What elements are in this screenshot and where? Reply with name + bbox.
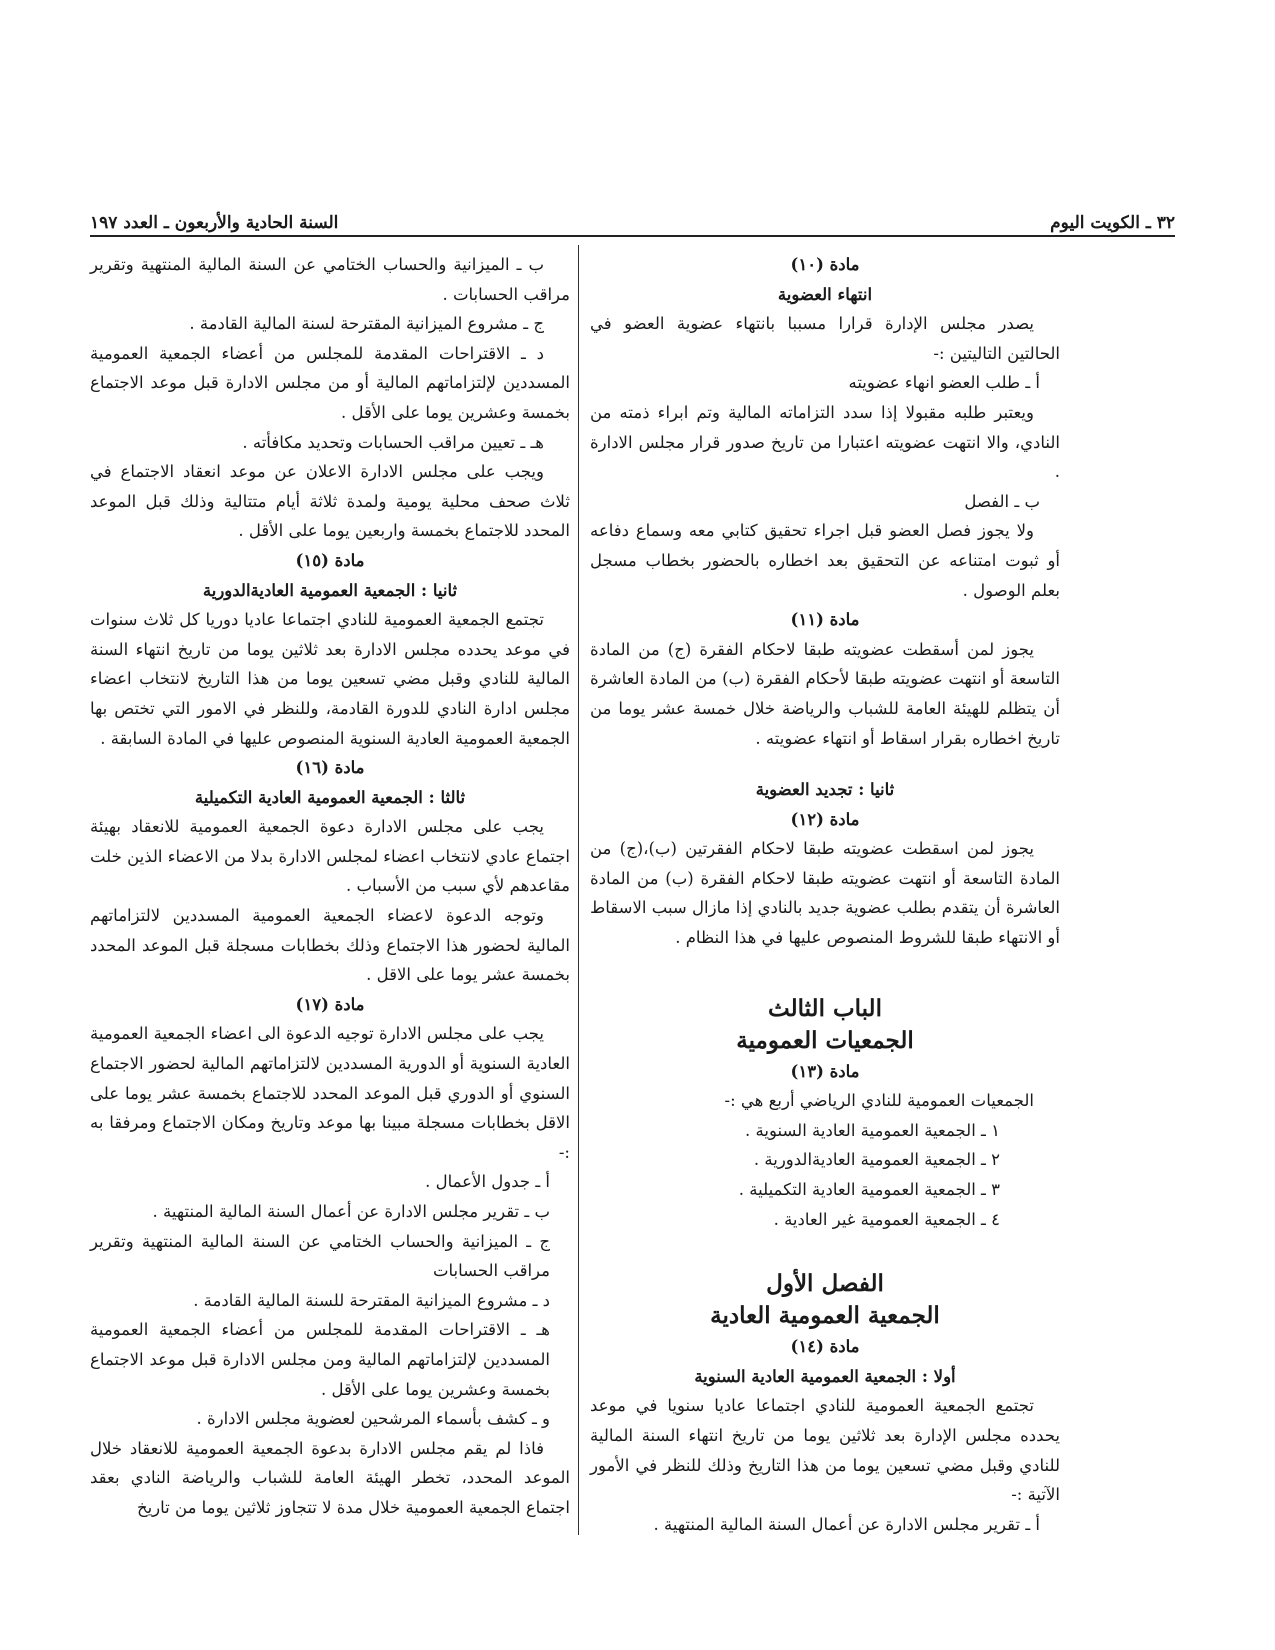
article-heading: أولا : الجمعية العمومية العادية السنوية bbox=[694, 1366, 956, 1386]
section-heading: الجمعية العمومية العادية bbox=[710, 1302, 940, 1330]
right-column bbox=[590, 250, 1060, 1539]
paragraph: يجب على مجلس الادارة دعوة الجمعية العمومية للانعقاد بهيئة اجتماع عادي لانتخاب اعضاء لمجلس الادارة بدلا من الاعضاء الذين خلت مقاعدهم لأي سبب من الأسباب . bbox=[89, 817, 570, 896]
paragraph: ٤ ـ الجمعية العمومية غير العادية . bbox=[773, 1209, 1000, 1229]
paragraph: د ـ مشروع الميزانية المقترحة للسنة المالية القادمة . bbox=[193, 1290, 550, 1310]
paragraph: وتوجه الدعوة لاعضاء الجمعية العمومية المسددين لالتزاماتهم المالية لحضور هذا الاجتماع وذلك بخطابات مسجلة قبل الموعد المحدد بخمسة عشر يوما على الاقل . bbox=[90, 906, 570, 985]
article-heading: مادة (١١) bbox=[790, 610, 860, 630]
paragraph: ج ـ مشروع الميزانية المقترحة لسنة المالية القادمة . bbox=[189, 314, 544, 334]
paragraph: يجوز لمن أسقطت عضويته طبقا لاحكام الفقرة (ج) من المادة التاسعة أو انتهت عضويته طبقا لأحكام الفقرة (ب) من المادة العاشرة أن يتظلم للهيئة العامة للشباب والرياضة خلال خمسة عشر يوما من تاريخ اخطاره بقرار اسقاط أو انتهاء عضويته . bbox=[590, 639, 1060, 748]
paragraph: و ـ كشف بأسماء المرشحين لعضوية مجلس الادارة . bbox=[196, 1409, 550, 1429]
article-heading: مادة (١٣) bbox=[790, 1061, 860, 1081]
paragraph: ب ـ الفصل bbox=[964, 491, 1040, 511]
article-heading: انتهاء العضوية bbox=[777, 284, 873, 304]
page-header bbox=[90, 205, 1175, 237]
left-column bbox=[90, 250, 570, 1523]
paragraph: د ـ الاقتراحات المقدمة للمجلس من أعضاء الجمعية العمومية المسددين لإلتزاماتهم المالية أو من مجلس الادارة قبل موعد الاجتماع بخمسة وعشرين يوما على الأقل . bbox=[90, 343, 570, 422]
section-heading: الجمعيات العمومية bbox=[736, 1026, 914, 1054]
paragraph: ٣ ـ الجمعية العمومية العادية التكميلية . bbox=[738, 1180, 1000, 1200]
article-heading: مادة (١٧) bbox=[295, 994, 365, 1014]
article-heading: ثالثا : الجمعية العمومية العادية التكميلية bbox=[194, 787, 466, 807]
paragraph: تجتمع الجمعية العمومية للنادي اجتماعا عاديا سنويا في موعد يحدده مجلس الإدارة بعد ثلاثين يوما من تاريخ انتهاء السنة المالية للنادي وقبل مضي تسعين يوما من هذا التاريخ وذلك للنظر في الأمور الآتية :- bbox=[590, 1396, 1060, 1505]
section-heading: الباب الثالث bbox=[768, 994, 882, 1022]
paragraph: ج ـ الميزانية والحساب الختامي عن السنة المالية المنتهية وتقرير مراقب الحسابات bbox=[90, 1231, 550, 1281]
paragraph: أ ـ تقرير مجلس الادارة عن أعمال السنة المالية المنتهية . bbox=[653, 1514, 1040, 1534]
paragraph: ٢ ـ الجمعية العمومية العاديةالدورية . bbox=[753, 1150, 1000, 1170]
paragraph: أ ـ جدول الأعمال . bbox=[425, 1172, 550, 1192]
article-heading: مادة (١٢) bbox=[790, 809, 860, 829]
spacer bbox=[590, 753, 1060, 775]
paragraph: يجوز لمن اسقطت عضويته طبقا لاحكام الفقرتين (ب)،(ج) من المادة التاسعة أو انتهت عضويته طبقا لاحكام الفقرة (ب) من المادة العاشرة أن يتقدم بطلب عضوية جديد بالنادي إذا مازال سبب الاسقاط أو الانتهاء طبقا للشروط المنصوص عليها في هذا النظام . bbox=[590, 839, 1060, 948]
paragraph: يصدر مجلس الإدارة قرارا مسببا بانتهاء عضوية العضو في الحالتين التاليتين :- bbox=[590, 314, 1060, 363]
article-heading: ثانيا : تجديد العضوية bbox=[755, 780, 895, 800]
paragraph: فاذا لم يقم مجلس الادارة بدعوة الجمعية العمومية للانعقاد خلال الموعد المحدد، تخطر الهيئة العامة للشباب والرياضة النادي بعقد اجتماع الجمعية العمومية خلال مدة لا تتجاوز ثلاثين يوما من تاريخ bbox=[90, 1438, 570, 1517]
article-heading: مادة (١٠) bbox=[790, 255, 860, 274]
paragraph: ب ـ تقرير مجلس الادارة عن أعمال السنة المالية المنتهية . bbox=[152, 1202, 550, 1221]
paragraph: ١ ـ الجمعية العمومية العادية السنوية . bbox=[745, 1120, 1000, 1140]
column-divider bbox=[578, 245, 579, 1535]
paragraph: هـ ـ تعيين مراقب الحسابات وتحديد مكافأته . bbox=[242, 432, 544, 452]
article-heading: ثانيا : الجمعية العمومية العاديةالدورية bbox=[202, 580, 458, 600]
header-publication: ٣٢ ـ الكويت اليوم bbox=[1050, 213, 1175, 233]
paragraph: تجتمع الجمعية العمومية للنادي اجتماعا عاديا دوريا كل ثلاث سنوات في موعد يحدده مجلس الادارة بعد ثلاثين يوما من تاريخ انتهاء السنة المالية للنادي وقبل مضي تسعين يوما من هذا التاريخ لانتخاب اعضاء مجلس ادارة النادي للدورة القادمة، وللنظر في الامور التي تختص بها الجمعية العمومية العادية السنوية المنصوص عليها في المادة السابقة . bbox=[90, 610, 570, 748]
paragraph: أ ـ طلب العضو انهاء عضويته bbox=[848, 373, 1040, 393]
article-heading: مادة (١٤) bbox=[790, 1337, 860, 1357]
spacer bbox=[590, 953, 1060, 993]
spacer bbox=[590, 1234, 1060, 1268]
paragraph: ويجب على مجلس الادارة الاعلان عن موعد انعقاد الاجتماع في ثلاث صحف محلية يومية ولمدة ثلاثة أيام متتالية وذلك قبل الموعد المحدد للاجتماع بخمسة واربعين يوما على الأقل . bbox=[90, 462, 570, 541]
paragraph: ويعتبر طلبه مقبولا إذا سدد التزاماته المالية وتم ابراء ذمته من النادي، والا انتهت عضويته اعتبارا من تاريخ صدور قرار مجلس الادارة . bbox=[590, 402, 1060, 482]
paragraph: ب ـ الميزانية والحساب الختامي عن السنة المالية المنتهية وتقرير مراقب الحسابات . bbox=[90, 255, 570, 304]
paragraph: هـ ـ الاقتراحات المقدمة للمجلس من أعضاء الجمعية العمومية المسددين لإلتزاماتهم المالية ومن مجلس الادارة قبل موعد الاجتماع بخمسة وعشرين يوما على الأقل . bbox=[90, 1320, 550, 1399]
paragraph: ولا يجوز فصل العضو قبل اجراء تحقيق كتابي معه وسماع دفاعه أو ثبوت امتناعه عن التحقيق بعد اخطاره بالحضور بخطاب مسجل بعلم الوصول . bbox=[590, 521, 1060, 600]
section-heading: الفصل الأول bbox=[766, 1270, 884, 1298]
paragraph: يجب على مجلس الادارة توجيه الدعوة الى اعضاء الجمعية العمومية العادية السنوية أو الدورية المسددين لالتزاماتهم المالية لحضور الاجتماع السنوي أو الدوري قبل الموعد المحدد للاجتماع بخمسة عشر يوما على الاقل بخطابات مسجلة مبينا بها موعد وتاريخ ومكان الاجتماع ومرفقا به :- bbox=[90, 1024, 570, 1162]
article-heading: مادة (١٦) bbox=[295, 758, 365, 778]
paragraph: الجمعيات العمومية للنادي الرياضي أربع هي :- bbox=[724, 1091, 1034, 1111]
header-issue: السنة الحادية والأربعون ـ العدد ١٩٧ bbox=[90, 213, 339, 233]
article-heading: مادة (١٥) bbox=[295, 550, 365, 570]
